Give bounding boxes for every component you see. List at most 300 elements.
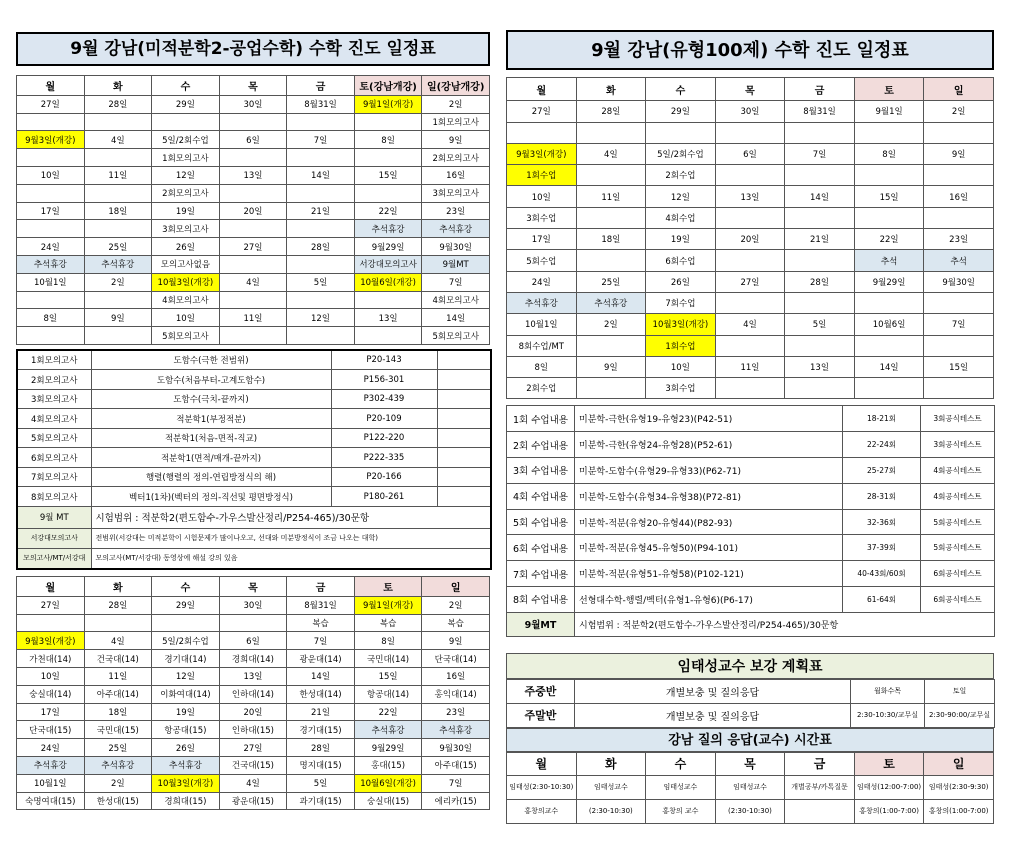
calendar-cell: 9일 (422, 632, 490, 650)
calendar-cell: 12일 (152, 166, 220, 184)
makeup-class: 주중반 (507, 679, 575, 703)
lesson-content: 미분학-극한(유형19-유형23)(P42-51) (575, 406, 843, 432)
calendar-cell: 9월3일(개강) (17, 131, 85, 149)
calendar-cell: 23일 (422, 202, 490, 220)
calendar-cell: 9일 (576, 356, 646, 377)
calendar-cell (219, 149, 287, 167)
calendar-cell: 5일 (287, 774, 355, 792)
makeup-title: 임태성교수 보강 계획표 (506, 653, 994, 679)
calendar-cell: 인하대(15) (219, 721, 287, 739)
calendar-cell: 복습 (287, 614, 355, 632)
day-header: 토 (854, 78, 924, 101)
calendar-cell (924, 335, 994, 356)
calendar-cell: 9일 (422, 131, 490, 149)
calendar-cell: 추석휴강 (84, 756, 152, 774)
left-schedule-panel (16, 32, 490, 810)
calendar-cell (354, 291, 422, 309)
calendar-cell (17, 327, 85, 345)
calendar-cell: 30일 (715, 101, 785, 122)
calendar-cell (924, 292, 994, 313)
calendar-row (17, 220, 490, 238)
calendar-cell: 16일 (924, 186, 994, 207)
qa-cell: 임태성(12:00-7:00) (854, 775, 924, 799)
lesson-test: 6회공식테스트 (921, 587, 995, 613)
calendar-cell: 7일 (287, 632, 355, 650)
calendar-cell: 22일 (354, 703, 422, 721)
calendar-cell: 가천대(14) (17, 650, 85, 668)
calendar-cell: 복습 (422, 614, 490, 632)
calendar-cell (287, 255, 355, 273)
calendar-cell (924, 165, 994, 186)
calendar-cell: 홍대(15) (354, 756, 422, 774)
calendar-cell (287, 291, 355, 309)
calendar-cell: 추석휴강 (354, 721, 422, 739)
blank-cell (437, 467, 491, 487)
calendar-cell: 10월1일 (17, 273, 85, 291)
calendar-cell (219, 255, 287, 273)
lesson-content: 미분학-적분(유형45-유형50)(P94-101) (575, 535, 843, 561)
calendar-cell: 13일 (354, 309, 422, 327)
calendar-cell: 광운대(15) (219, 792, 287, 810)
calendar-cell (17, 614, 85, 632)
calendar-cell: 경기대(14) (152, 650, 220, 668)
calendar-cell: 11일 (219, 309, 287, 327)
lesson-row (507, 432, 995, 458)
lesson-row (507, 561, 995, 587)
calendar-cell: 18일 (84, 202, 152, 220)
note-row (17, 548, 491, 569)
calendar-row (17, 149, 490, 167)
calendar-cell (17, 220, 85, 238)
calendar-cell: 4일 (84, 632, 152, 650)
calendar-cell: 18일 (576, 229, 646, 250)
lesson-test: 3회공식테스트 (921, 432, 995, 458)
lesson-row (507, 535, 995, 561)
calendar-cell: 에리카(15) (422, 792, 490, 810)
exam-pages: P222-335 (331, 448, 437, 468)
calendar-cell: 1회모의고사 (152, 149, 220, 167)
lesson-label: 1회 수업내용 (507, 406, 575, 432)
calendar-cell (354, 327, 422, 345)
calendar-cell: 2회모의고사 (422, 149, 490, 167)
calendar-cell: 22일 (354, 202, 422, 220)
day-header: 화 (576, 78, 646, 101)
calendar-cell (219, 614, 287, 632)
calendar-cell: 9월1일 (854, 101, 924, 122)
calendar-cell: 16일 (422, 667, 490, 685)
calendar-cell: 10월3일(개강) (646, 314, 716, 335)
makeup-time: 2:30-10:30/교무실 (851, 703, 925, 727)
calendar-cell: 5회모의고사 (422, 327, 490, 345)
calendar-row (17, 327, 490, 345)
calendar-row (507, 165, 994, 186)
right-calendar (506, 77, 994, 399)
calendar-cell (84, 291, 152, 309)
calendar-cell: 27일 (17, 95, 85, 113)
qa-table (506, 752, 994, 824)
calendar-cell: 건국대(15) (219, 756, 287, 774)
calendar-cell (287, 327, 355, 345)
calendar-cell: 29일 (152, 596, 220, 614)
calendar-cell (854, 165, 924, 186)
lesson-session: 22-24회 (843, 432, 921, 458)
calendar-row (507, 186, 994, 207)
lesson-row (507, 458, 995, 484)
calendar-cell (576, 378, 646, 399)
calendar-cell: 추석휴강 (84, 255, 152, 273)
calendar-cell (715, 335, 785, 356)
calendar-cell: 15일 (354, 667, 422, 685)
exam-row (17, 409, 491, 429)
calendar-cell: 추석휴강 (507, 292, 577, 313)
calendar-row (17, 596, 490, 614)
calendar-cell: 5일/2회수업 (646, 143, 716, 164)
calendar-cell: 17일 (17, 703, 85, 721)
calendar-cell: 16일 (422, 166, 490, 184)
calendar-cell: 24일 (17, 238, 85, 256)
makeup-time: 2:30-90:00/교무실 (925, 703, 995, 727)
calendar-cell: 14일 (785, 186, 855, 207)
makeup-time: 월화수목 (851, 679, 925, 703)
calendar-cell: 인하대(14) (219, 685, 287, 703)
blank-cell (437, 487, 491, 507)
calendar-cell: 8월31일 (287, 95, 355, 113)
lesson-label: 7회 수업내용 (507, 561, 575, 587)
calendar-cell: 13일 (219, 166, 287, 184)
day-header: 일(강남개강) (422, 76, 490, 96)
calendar-cell: 7일 (287, 131, 355, 149)
calendar-cell: 10월6일 (854, 314, 924, 335)
calendar-cell: 추석 (854, 250, 924, 271)
lesson-row (507, 587, 995, 613)
calendar-cell: 11일 (576, 186, 646, 207)
calendar-cell (854, 335, 924, 356)
calendar-cell: 25일 (84, 238, 152, 256)
calendar-cell: 8일 (854, 143, 924, 164)
calendar-cell: 28일 (287, 238, 355, 256)
exam-name: 2회모의고사 (17, 370, 91, 390)
calendar-cell (17, 291, 85, 309)
calendar-cell: 아주대(14) (84, 685, 152, 703)
lesson-content: 미분학-적분(유형20-유형44)(P82-93) (575, 509, 843, 535)
calendar-cell (715, 122, 785, 143)
calendar-cell: 복습 (354, 614, 422, 632)
left-title: 9월 강남(미적분학2-공업수학) 수학 진도 일정표 (16, 32, 490, 66)
lesson-content: 선형대수학-행렬/벡터(유형1-유형6)(P6-17) (575, 587, 843, 613)
exam-pages: P180-261 (331, 487, 437, 507)
calendar-row (507, 122, 994, 143)
calendar-cell: 14일 (854, 356, 924, 377)
calendar-cell: 추석휴강 (422, 220, 490, 238)
makeup-class: 주말반 (507, 703, 575, 727)
calendar-cell (576, 250, 646, 271)
qa-day-header: 토 (854, 752, 924, 775)
calendar-cell (84, 327, 152, 345)
calendar-cell: 9월29일 (354, 739, 422, 757)
note-label: 서강대모의고사 (17, 528, 91, 548)
lesson-label: 5회 수업내용 (507, 509, 575, 535)
lesson-content: 미분학-도함수(유형34-유형38)(P72-81) (575, 483, 843, 509)
day-header: 월 (507, 78, 577, 101)
calendar-cell: 1회수업 (507, 165, 577, 186)
calendar-cell: 9월MT (422, 255, 490, 273)
calendar-row (17, 632, 490, 650)
calendar-cell: 6일 (715, 143, 785, 164)
calendar-cell: 23일 (924, 229, 994, 250)
calendar-cell: 10일 (646, 356, 716, 377)
calendar-cell: 11일 (84, 166, 152, 184)
calendar-cell (576, 335, 646, 356)
calendar-cell: 7회수업 (646, 292, 716, 313)
calendar-cell: 17일 (507, 229, 577, 250)
calendar-cell: 23일 (422, 703, 490, 721)
calendar-cell: 9월30일 (924, 271, 994, 292)
calendar-cell: 추석휴강 (17, 756, 85, 774)
makeup-row (507, 703, 995, 727)
calendar-row (507, 378, 994, 399)
day-header: 수 (152, 76, 220, 96)
exam-name: 3회모의고사 (17, 389, 91, 409)
calendar-row (17, 95, 490, 113)
calendar-row (17, 273, 490, 291)
exam-range: 적분학1(처음-면적-직교) (91, 428, 331, 448)
calendar-row (507, 143, 994, 164)
lesson-session: 18-21회 (843, 406, 921, 432)
lesson-row (507, 509, 995, 535)
calendar-row (507, 335, 994, 356)
calendar-row (507, 356, 994, 377)
left-calendar-1 (16, 75, 490, 345)
qa-day-header: 일 (924, 752, 994, 775)
calendar-cell: 9월29일 (854, 271, 924, 292)
calendar-cell (17, 184, 85, 202)
right-lesson-table (506, 405, 995, 636)
calendar-cell: 2회수업 (646, 165, 716, 186)
calendar-row (17, 255, 490, 273)
calendar-cell: 20일 (219, 202, 287, 220)
calendar-cell (854, 378, 924, 399)
calendar-cell: 경기대(15) (287, 721, 355, 739)
exam-range: 행렬(행렬의 정의-연립방정식의 해) (91, 467, 331, 487)
calendar-cell: 9일 (84, 309, 152, 327)
calendar-cell: 7일 (422, 273, 490, 291)
calendar-cell (507, 122, 577, 143)
day-header: 금 (287, 576, 355, 596)
calendar-row (17, 667, 490, 685)
calendar-cell: 경희대(14) (219, 650, 287, 668)
calendar-row (507, 292, 994, 313)
calendar-cell: 15일 (854, 186, 924, 207)
calendar-cell: 숭실대(15) (354, 792, 422, 810)
calendar-cell: 21일 (287, 703, 355, 721)
qa-day-header: 월 (507, 752, 577, 775)
calendar-row (17, 113, 490, 131)
calendar-cell: 28일 (287, 739, 355, 757)
calendar-cell: 국민대(14) (354, 650, 422, 668)
calendar-cell: 10월1일 (507, 314, 577, 335)
right-schedule-panel (506, 30, 994, 824)
exam-name: 7회모의고사 (17, 467, 91, 487)
calendar-cell: 7일 (924, 314, 994, 335)
lesson-session: 25-27회 (843, 458, 921, 484)
calendar-cell: 건국대(14) (84, 650, 152, 668)
calendar-cell: 4일 (219, 774, 287, 792)
lesson-test: 6회공식테스트 (921, 561, 995, 587)
calendar-cell: 15일 (924, 356, 994, 377)
right-title: 9월 강남(유형100제) 수학 진도 일정표 (506, 30, 994, 70)
calendar-cell (785, 165, 855, 186)
calendar-cell: 12일 (287, 309, 355, 327)
qa-day-header: 화 (576, 752, 646, 775)
calendar-cell (785, 122, 855, 143)
lesson-test: 3회공식테스트 (921, 406, 995, 432)
calendar-cell: 19일 (152, 202, 220, 220)
note-row (17, 506, 491, 528)
calendar-cell: 26일 (152, 238, 220, 256)
qa-day-header: 금 (785, 752, 855, 775)
lesson-test: 4회공식테스트 (921, 458, 995, 484)
calendar-cell (785, 250, 855, 271)
day-header: 월 (17, 76, 85, 96)
calendar-row (17, 238, 490, 256)
calendar-cell: 10일 (152, 309, 220, 327)
calendar-cell: 13일 (785, 356, 855, 377)
calendar-cell: 12일 (646, 186, 716, 207)
calendar-cell: 8월31일 (287, 596, 355, 614)
calendar-cell: 2일 (84, 774, 152, 792)
note-label: 모의고사/MT/서강대 (17, 548, 91, 569)
day-header: 목 (219, 576, 287, 596)
calendar-row (17, 131, 490, 149)
calendar-row (17, 614, 490, 632)
exam-row (17, 487, 491, 507)
calendar-cell: 2일 (924, 101, 994, 122)
exam-name: 6회모의고사 (17, 448, 91, 468)
calendar-cell (785, 335, 855, 356)
calendar-cell: 27일 (715, 271, 785, 292)
day-header: 금 (287, 76, 355, 96)
calendar-cell (84, 113, 152, 131)
calendar-cell: 19일 (646, 229, 716, 250)
qa-cell (785, 799, 855, 823)
day-header: 월 (17, 576, 85, 596)
calendar-cell (715, 207, 785, 228)
calendar-cell (785, 378, 855, 399)
day-header: 화 (84, 576, 152, 596)
calendar-cell: 4일 (84, 131, 152, 149)
calendar-cell (287, 184, 355, 202)
exam-name: 4회모의고사 (17, 409, 91, 429)
calendar-cell: 경희대(15) (152, 792, 220, 810)
calendar-cell: 10일 (507, 186, 577, 207)
calendar-row (507, 271, 994, 292)
calendar-cell (84, 149, 152, 167)
calendar-cell: 11일 (84, 667, 152, 685)
calendar-row (507, 250, 994, 271)
qa-row (507, 775, 994, 799)
calendar-cell (785, 207, 855, 228)
calendar-cell: 17일 (17, 202, 85, 220)
lesson-session: 32-36회 (843, 509, 921, 535)
exam-range: 적분학1(부정적분) (91, 409, 331, 429)
calendar-row (17, 774, 490, 792)
calendar-cell: 19일 (152, 703, 220, 721)
calendar-cell: 8일 (354, 632, 422, 650)
lesson-label: 8회 수업내용 (507, 587, 575, 613)
calendar-cell: 14일 (287, 667, 355, 685)
calendar-cell: 1회모의고사 (422, 113, 490, 131)
calendar-cell (715, 165, 785, 186)
lesson-content: 미분학-도함수(유형29-유형33)(P62-71) (575, 458, 843, 484)
qa-cell: 개별공부/카톡질문 (785, 775, 855, 799)
blank-cell (437, 448, 491, 468)
calendar-cell: 5회수업 (507, 250, 577, 271)
calendar-cell: 8회수업/MT (507, 335, 577, 356)
qa-cell: 홍창의(1:00-7:00) (854, 799, 924, 823)
lesson-test: 4회공식테스트 (921, 483, 995, 509)
calendar-cell (576, 207, 646, 228)
calendar-cell: 20일 (219, 703, 287, 721)
qa-cell: 임태성교수 (576, 775, 646, 799)
calendar-row (507, 101, 994, 122)
exam-row (17, 428, 491, 448)
exam-pages: P302-439 (331, 389, 437, 409)
calendar-cell: 26일 (152, 739, 220, 757)
calendar-cell (854, 292, 924, 313)
calendar-cell: 국민대(15) (84, 721, 152, 739)
calendar-cell: 8일 (17, 309, 85, 327)
exam-pages: P20-166 (331, 467, 437, 487)
calendar-cell: 15일 (354, 166, 422, 184)
calendar-cell: 10일 (17, 667, 85, 685)
exam-range: 도함수(극한 전범위) (91, 350, 331, 370)
calendar-cell (715, 378, 785, 399)
calendar-cell: 21일 (785, 229, 855, 250)
qa-cell: 임태성(2:30-9:30) (924, 775, 994, 799)
calendar-cell (354, 149, 422, 167)
exam-row (17, 350, 491, 370)
exam-pages: P20-109 (331, 409, 437, 429)
makeup-desc: 개별보충 및 질의응답 (575, 679, 851, 703)
calendar-header-row (17, 76, 490, 96)
lesson-label: 4회 수업내용 (507, 483, 575, 509)
lesson-test: 5회공식테스트 (921, 535, 995, 561)
mt-text: 시험범위 : 적분학2(편도함수-가우스발산정리/P254-465)/30문항 (575, 612, 995, 636)
qa-title: 강남 질의 응답(교수) 시간표 (506, 728, 994, 752)
note-label: 9월 MT (17, 506, 91, 528)
calendar-cell: 11일 (715, 356, 785, 377)
exam-range: 도함수(극치-끝까지) (91, 389, 331, 409)
calendar-cell: 14일 (287, 166, 355, 184)
day-header: 목 (219, 76, 287, 96)
calendar-row (507, 207, 994, 228)
calendar-cell: 10일 (17, 166, 85, 184)
calendar-cell: 26일 (646, 271, 716, 292)
calendar-cell: 8월31일 (785, 101, 855, 122)
calendar-cell: 20일 (715, 229, 785, 250)
calendar-cell: 2회수업 (507, 378, 577, 399)
calendar-cell: 28일 (84, 95, 152, 113)
qa-day-header: 수 (646, 752, 716, 775)
exam-row (17, 370, 491, 390)
calendar-cell: 6일 (219, 131, 287, 149)
calendar-cell (84, 220, 152, 238)
calendar-row (507, 229, 994, 250)
calendar-cell: 4회수업 (646, 207, 716, 228)
blank-cell (437, 409, 491, 429)
calendar-cell: 단국대(14) (422, 650, 490, 668)
calendar-cell (924, 207, 994, 228)
